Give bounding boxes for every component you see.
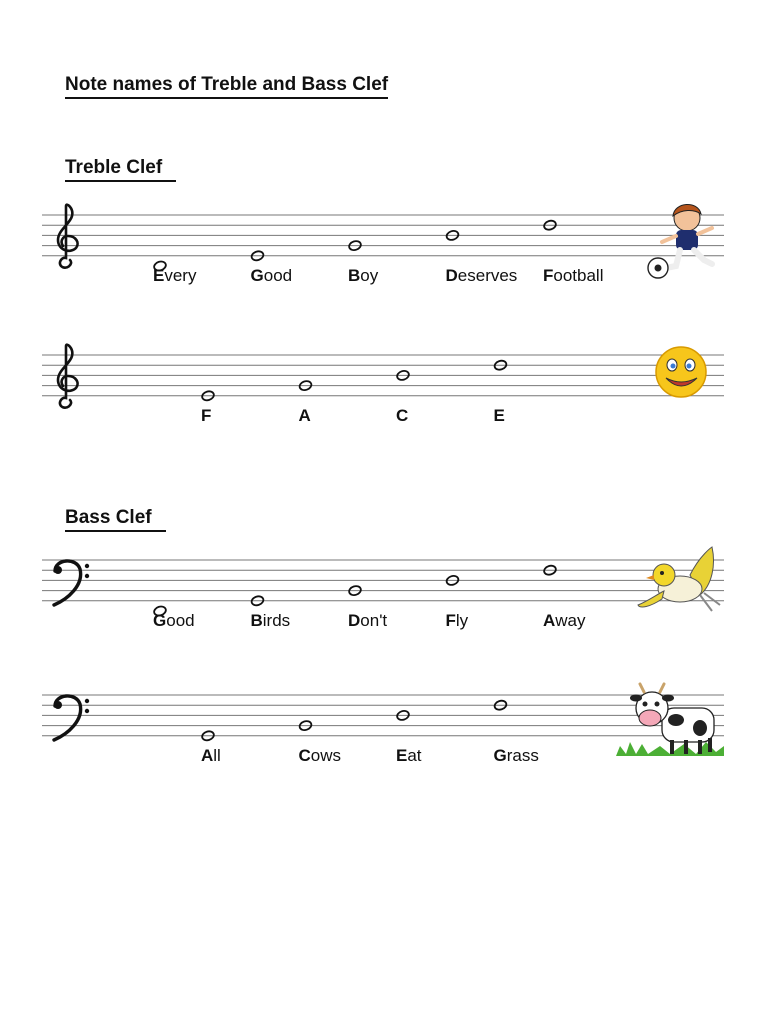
note-letter: F: [445, 611, 456, 630]
bird-icon: [638, 547, 720, 611]
bass-clef-heading: Bass Clef: [65, 507, 166, 532]
word-rest: ows: [310, 746, 342, 765]
bass-staff-2: [0, 680, 768, 780]
note-mnemonic-label: [494, 746, 539, 766]
word-rest: ood: [166, 611, 195, 630]
word-rest: ood: [263, 266, 293, 285]
treble-staff-1: [0, 200, 768, 300]
bass-clef-icon: [54, 561, 89, 605]
note-mnemonic-label: [543, 266, 604, 286]
word-rest: ly: [455, 611, 469, 630]
note-mnemonic-label: [446, 266, 518, 286]
word-rest: oy: [360, 266, 379, 285]
note-mnemonic-label: [201, 746, 221, 766]
note-mnemonic-label: [543, 611, 586, 631]
bass-staff-1: [0, 545, 768, 645]
page-title: Note names of Treble and Bass Clef: [65, 74, 388, 99]
note-letter: B: [348, 266, 361, 285]
treble-clef-icon: [58, 345, 78, 408]
note-letter: D: [348, 611, 361, 630]
note-letter: D: [445, 266, 458, 285]
note-letter: E: [493, 406, 505, 425]
note-mnemonic-label: [299, 746, 342, 766]
word-rest: very: [164, 266, 197, 285]
note-letter: G: [250, 266, 264, 285]
note-letter: A: [201, 746, 214, 765]
note-mnemonic-label: [494, 406, 505, 426]
word-rest: ootball: [553, 266, 604, 285]
note-mnemonic-label: [153, 266, 196, 286]
note-letter: F: [201, 406, 212, 425]
bass-clef-icon: [54, 696, 89, 740]
note-mnemonic-label: [299, 406, 311, 426]
note-letter: B: [250, 611, 263, 630]
treble-clef-heading: Treble Clef: [65, 157, 176, 182]
note-mnemonic-label: [251, 611, 291, 631]
word-rest: ll: [213, 746, 221, 765]
word-rest: rass: [506, 746, 539, 765]
word-rest: at: [407, 746, 422, 765]
note-mnemonic-label: [348, 266, 378, 286]
treble-clef-icon: [58, 205, 78, 268]
note-letter: A: [298, 406, 311, 425]
note-mnemonic-label: [348, 611, 387, 631]
note-letter: G: [493, 746, 507, 765]
note-mnemonic-label: [446, 611, 469, 631]
note-mnemonic-label: [153, 611, 195, 631]
note-mnemonic-label: [251, 266, 293, 286]
word-rest: way: [555, 611, 586, 630]
word-rest: irds: [262, 611, 291, 630]
note-mnemonic-label: [396, 746, 422, 766]
treble-staff-2: [0, 340, 768, 440]
note-letter: F: [543, 266, 554, 285]
note-letter: G: [153, 611, 167, 630]
note-letter: E: [153, 266, 165, 285]
note-letter: E: [396, 746, 408, 765]
note-letter: A: [543, 611, 556, 630]
note-mnemonic-label: [396, 406, 408, 426]
smiley-face-icon: [656, 347, 706, 397]
word-rest: on't: [360, 611, 388, 630]
word-rest: eserves: [457, 266, 518, 285]
note-letter: C: [396, 406, 409, 425]
note-mnemonic-label: [201, 406, 211, 426]
note-letter: C: [298, 746, 311, 765]
